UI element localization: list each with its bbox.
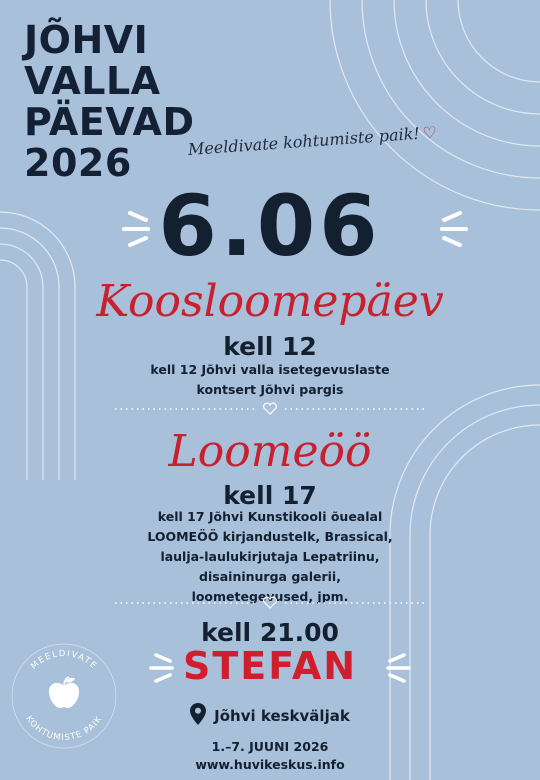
headliner-name: STEFAN	[182, 644, 358, 688]
seal-top-text: MEELDIVATE	[29, 648, 100, 672]
title-line: VALLA	[24, 59, 161, 103]
description-line: kontsert Jõhvi pargis	[196, 382, 344, 397]
event-name: Loomeöö	[168, 426, 372, 477]
event-time: kell 12	[223, 332, 317, 361]
description-line: laulja-laulukirjutaja Lepatriinu,	[160, 549, 380, 564]
description-line: LOOMEÖÖ kirjandustelk, Brassical,	[147, 529, 393, 544]
location-pin-icon	[190, 703, 206, 725]
location-text: Jõhvi keskväljak	[214, 707, 350, 725]
event-description	[0, 507, 540, 607]
headliner-time: kell 21.00	[201, 618, 339, 647]
dotted-divider	[115, 596, 425, 610]
event-time: kell 17	[223, 481, 317, 510]
website-link[interactable]: www.huvikeskus.info	[195, 757, 345, 772]
title-line: JÕHVI	[24, 18, 149, 62]
heart-icon: ♡	[421, 122, 438, 143]
dotted-divider	[115, 402, 425, 416]
description-line: kell 12 Jõhvi valla isetegevuslaste	[150, 362, 390, 377]
event-description	[0, 360, 540, 400]
description-line: disaininurga galerii,	[199, 569, 341, 584]
festival-title	[24, 20, 195, 184]
description-line: loometegevused, jpm.	[191, 589, 349, 604]
event-name: Koosloomepäev	[96, 276, 444, 327]
description-line: kell 17 Jõhvi Kunstikooli õuealal	[157, 509, 383, 524]
event-date: 6.06	[158, 177, 382, 275]
seal-logo	[8, 640, 120, 752]
title-line: 2026	[24, 141, 132, 185]
festival-dates: 1.–7. JUUNI 2026	[211, 739, 329, 754]
title-line: PÄEVAD	[24, 100, 195, 144]
apple-icon	[49, 677, 79, 708]
tagline-text: Meeldivate kohtumiste paik!	[187, 123, 421, 159]
seal-bottom-text: KOHTUMISTE PAIK	[23, 714, 105, 744]
